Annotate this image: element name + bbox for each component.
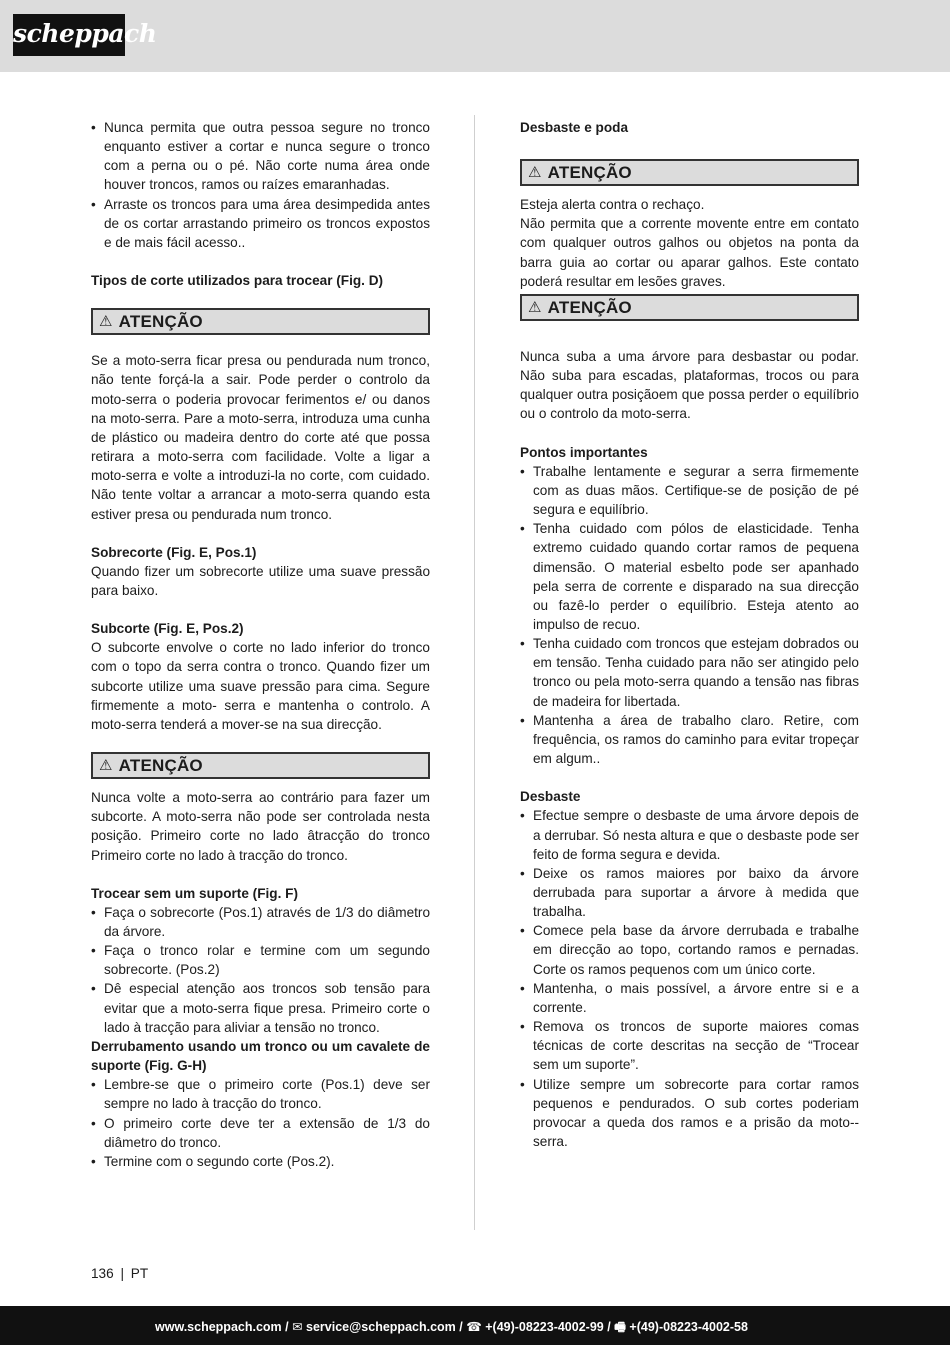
warning-icon: ⚠: [528, 164, 542, 182]
warning-label: ATENÇÃO: [118, 755, 203, 775]
section-heading-desbaste-poda: Desbaste e poda: [520, 120, 629, 135]
warning-icon: ⚠: [99, 756, 113, 774]
section-heading-tipos: Tipos de corte utilizados para trocear (Fig. D): [91, 273, 384, 289]
list-item: • Tenha cuidado com troncos que estejam dobrados ou em tensão. Tenha cuidado para não ser atingido pelo tronco ou pela moto-serra quando a tensão nas fibras de madeira for libertada.: [520, 634, 859, 711]
warning-box: [520, 159, 859, 186]
list-item: • Termine com o segundo corte (Pos.2).: [91, 1152, 430, 1171]
list-item: • O primeiro corte deve ter a extensão de 1/3 do diâmetro do tronco.: [91, 1114, 430, 1152]
section-heading-desbaste: Desbaste: [520, 789, 581, 805]
desbaste-bullet-list: [520, 806, 859, 1151]
list-item: • Deixe os ramos maiores por baixo da árvore derrubada para suportar a árvore à medida que trabalha.: [520, 864, 859, 921]
page-number-value: 136: [91, 1266, 114, 1281]
pontos-bullet-list: [520, 462, 859, 769]
list-item: • Lembre-se que o primeiro corte (Pos.1) deve ser sempre no lado à tracção do tronco.: [91, 1075, 430, 1113]
warning-label: ATENÇÃO: [547, 297, 632, 317]
footer-contact: www.scheppach.com / ✉ service@scheppach.com / ☎ +(49)-08223-4002-99 / 🖷 +(49)-08223-4002-58: [155, 1320, 748, 1334]
section-heading-trocear: Trocear sem um suporte (Fig. F): [91, 885, 298, 901]
list-item: • Faça o sobrecorte (Pos.1) através de 1/3 do diâmetro da árvore.: [91, 903, 430, 941]
list-item: • Remova os troncos de suporte maiores comas técnicas de corte descritas na secção de “Trocear sem um suporte”.: [520, 1017, 859, 1074]
warning-icon: ⚠: [99, 313, 113, 331]
list-item: • Dê especial atenção aos troncos sob tensão para evitar que a moto-serra fique presa. Primeiro corte o lado à tracção para aliviar a tensão no tronco.: [91, 979, 430, 1036]
column-divider: [474, 115, 475, 1230]
list-item: • Efectue sempre o desbaste de uma árvore depois de a derrubar. Só nesta altura e que o desbaste pode ser feito de forma segura e devida.: [520, 806, 859, 863]
derrubamento-bullet-list: [91, 1075, 430, 1171]
list-item: • Comece pela base da árvore derrubada e trabalhe em direcção ao topo, cortando ramos e pernadas. Corte os ramos pequenos com um único corte.: [520, 921, 859, 978]
page-header: [0, 0, 950, 72]
paragraph-subcorte: O subcorte envolve o corte no lado inferior do tronco com o topo da serra contra o tronco. Quando fizer um subcorte utilize uma suave pressão para cima. Segure firmemente a moto- serra e mantenha o controlo. A moto-serra tenderá a mover-se na sua direcção.: [91, 640, 430, 732]
intro-bullet-list: [91, 118, 430, 252]
list-item: • Mantenha, o mais possível, a árvore entre si e a corrente.: [520, 979, 859, 1017]
left-column: [91, 118, 430, 1171]
section-heading-sobrecorte: Sobrecorte (Fig. E, Pos.1): [91, 544, 257, 560]
paragraph-nunca-suba: Nunca suba a uma árvore para desbastar ou podar. Não suba para escadas, plataformas, trocos ou para qualquer outra posiçãoem que possa perder o equilíbrio ou o controlo da moto-serra.: [520, 348, 859, 422]
paragraph-nunca-volte: Nunca volte a moto-serra ao contrário para fazer um subcorte. A moto-serra não pode ser controlada nesta posição. Primeiro corte no lado âtracção do tronco Primeiro corte no lado à tracção do tronco.: [91, 790, 430, 863]
list-item: • Utilize sempre um sobrecorte para cortar ramos pequenos e pendurados. O sub cortes poderiam provocar a queda dos ramos e a prisão da moto--serra.: [520, 1075, 859, 1152]
list-item: • Faça o tronco rolar e termine com um segundo sobrecorte. (Pos.2): [91, 941, 430, 979]
paragraph-presa: Se a moto-serra ficar presa ou pendurada num tronco, não tente forçá-la a sair. Pode perder o controlo da moto-serra o poderia provocar ferimentos e/ ou danos na moto-serra. Pare a moto-serra, introduza uma cunha de plástico ou madeira dentro do corte até que possa retirara a moto-serra com facilidade. Volte a ligar a moto-serra e volte a introduzi-la no corte, com cuidado. Não tente voltar a arrancar a moto-serra quando esta estiver presa ou pendurada num tronco.: [91, 353, 430, 522]
list-item: • Nunca permita que outra pessoa segure no tronco enquanto estiver a cortar e nunca segure o tronco com a perna ou o pé. Não corte numa área onde houver troncos, ramos ou raízes emaranhadas.: [91, 118, 430, 195]
warning-label: ATENÇÃO: [118, 312, 203, 332]
paragraph-sobrecorte: Quando fizer um sobrecorte utilize uma suave pressão para baixo.: [91, 563, 430, 598]
warning-box: [91, 752, 430, 779]
section-heading-pontos: Pontos importantes: [520, 444, 648, 460]
list-item: • Mantenha a área de trabalho claro. Retire, com frequência, os ramos do caminho para evitar tropeçar em algum..: [520, 711, 859, 768]
list-item: • Trabalhe lentamente e segurar a serra firmemente com as duas mãos. Certifique-se de posição de pé segura e equilíbrio.: [520, 462, 859, 519]
trocear-bullet-list: [91, 903, 430, 1037]
page-number: 136 | PT: [91, 1266, 149, 1281]
paragraph-corrente: Não permita que a corrente movente entre em contato com qualquer outros galhos ou objetos na ponta da barra guia ao cortar ou aparar galhos. Este contato poderá resultar em lesões graves.: [520, 216, 859, 289]
right-column: [520, 118, 859, 1151]
section-heading-derrubamento: Derrubamento usando um tronco ou um cavalete de suporte (Fig. G-H): [91, 1038, 430, 1074]
warning-box: [520, 294, 859, 321]
page-language: PT: [130, 1266, 149, 1281]
warning-box: [91, 308, 430, 335]
section-heading-subcorte: Subcorte (Fig. E, Pos.2): [91, 621, 244, 637]
list-item: • Tenha cuidado com pólos de elasticidade. Tenha extremo cuidado quando cortar ramos de pequena dimensão. O material esbelto pode ser apanhado pela serra de corrente e disparado na sua direcção ou fazê-lo perder o equilíbrio. Esteja atento ao impulso de recuo.: [520, 519, 859, 634]
warning-icon: ⚠: [528, 298, 542, 316]
scheppach-logo: scheppach: [13, 14, 125, 56]
list-item: • Arraste os troncos para uma área desimpedida antes de os cortar arrastando primeiro os troncos expostos e de mais fácil acesso..: [91, 195, 430, 252]
warning-label: ATENÇÃO: [547, 163, 632, 183]
page-footer: [0, 1306, 950, 1345]
paragraph-alerta: Esteja alerta contra o rechaço.: [520, 197, 705, 213]
